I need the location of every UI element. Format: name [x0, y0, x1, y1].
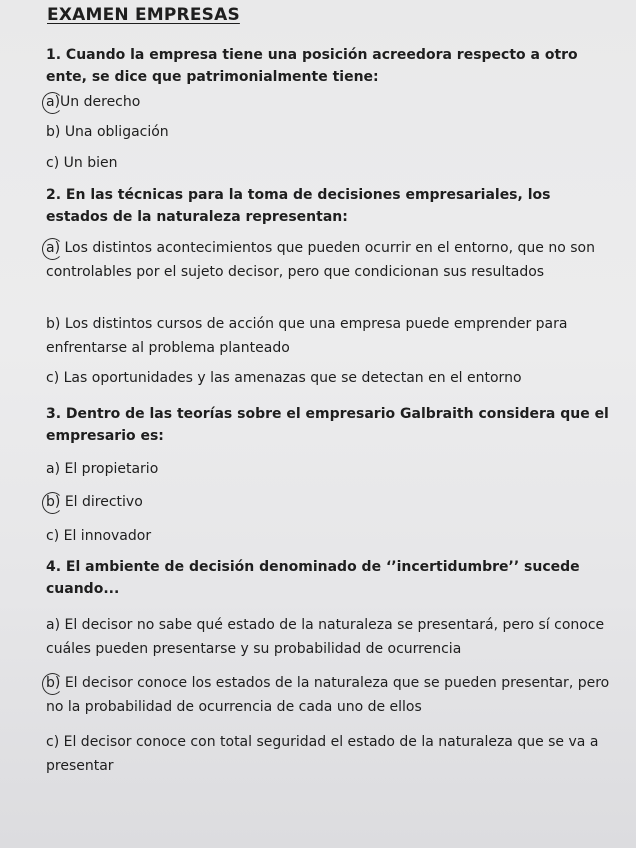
question-3-option-b — [46, 490, 621, 514]
option-letter: b) — [46, 124, 61, 140]
option-letter: c) — [46, 370, 60, 386]
question-2-option-b — [46, 312, 621, 360]
option-text: El decisor conoce los estados de la naturaleza que se pueden presentar, pero no la probabilidad de ocurrencia de cada uno de ellos — [46, 675, 610, 715]
option-text: Los distintos cursos de acción que una empresa puede emprender para enfrentarse al problema planteado — [46, 316, 568, 356]
option-text: Un derecho — [60, 94, 141, 110]
question-3-option-c — [46, 524, 621, 548]
option-text: Una obligación — [64, 124, 169, 140]
circled-answer-mark: a) — [46, 90, 60, 114]
question-2-option-c — [46, 366, 621, 390]
question-4-option-b — [46, 671, 621, 719]
question-4: 4. El ambiente de decisión denominado de ‘’incertidumbre’’ sucede cuando... — [46, 559, 580, 597]
option-text: Un bien — [63, 155, 118, 171]
page-title: EXAMEN EMPRESAS — [47, 5, 240, 25]
option-text: Las oportunidades y las amenazas que se detectan en el entorno — [63, 370, 522, 386]
option-letter: c) — [46, 734, 60, 750]
circled-answer-mark: b) — [46, 490, 60, 514]
question-2-option-a — [46, 236, 621, 284]
circled-answer-mark: a) — [46, 236, 60, 260]
question-2: 2. En las técnicas para la toma de decisiones empresariales, los estados de la naturaleza representan: — [46, 187, 551, 225]
question-3-option-a — [46, 457, 621, 481]
question-4-option-a — [46, 613, 621, 661]
option-text: El decisor conoce con total seguridad el estado de la naturaleza que se va a presentar — [46, 734, 599, 774]
circled-answer-mark: b) — [46, 671, 60, 695]
question-1-option-c — [46, 151, 621, 175]
question-1: 1. Cuando la empresa tiene una posición acreedora respecto a otro ente, se dice que patrimonialmente tiene: — [46, 47, 578, 85]
question-1-option-b — [46, 120, 621, 144]
question-4-option-c — [46, 730, 621, 778]
option-text: El decisor no sabe qué estado de la naturaleza se presentará, pero sí conoce cuáles pueden presentarse y su probabilidad de ocurrencia — [46, 617, 605, 657]
option-text: Los distintos acontecimientos que pueden ocurrir en el entorno, que no son controlables por el sujeto decisor, pero que condicionan sus resultados — [46, 240, 595, 280]
question-3: 3. Dentro de las teorías sobre el empresario Galbraith considera que el empresario es: — [46, 406, 609, 444]
option-text: El propietario — [64, 461, 159, 477]
option-text: El innovador — [63, 528, 152, 544]
option-letter: c) — [46, 528, 60, 544]
question-1-option-a — [46, 90, 621, 114]
option-letter: b) — [46, 316, 61, 332]
option-text: El directivo — [64, 494, 143, 510]
option-letter: c) — [46, 155, 60, 171]
option-letter: a) — [46, 461, 61, 477]
option-letter: a) — [46, 617, 61, 633]
